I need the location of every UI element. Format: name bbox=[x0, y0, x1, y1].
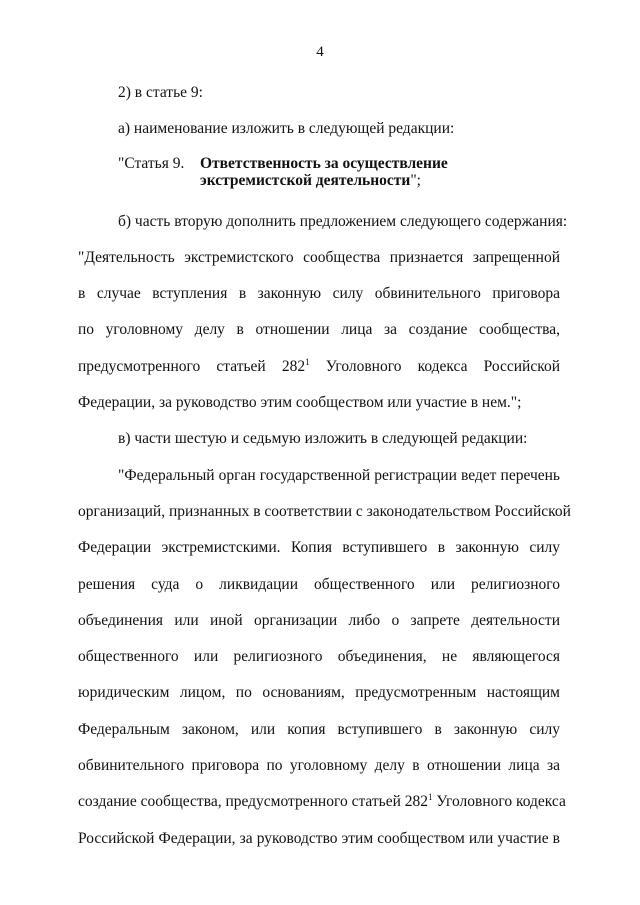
article-ref-superscript: 1 bbox=[305, 356, 310, 367]
article-heading bbox=[78, 155, 560, 205]
para-v-line-1: "Федеральный орган государственной регистрации ведет перечень bbox=[118, 466, 560, 484]
para-b-line-4 bbox=[78, 356, 560, 392]
para-v-line-10 bbox=[78, 791, 566, 827]
para-v-line-8: Федеральным законом, или копия вступившего в законную силу bbox=[78, 720, 560, 738]
article-ref-282-1 bbox=[282, 358, 310, 375]
article-label: "Статья 9. bbox=[118, 154, 185, 172]
para-b-line-1: "Деятельность экстремистского сообщества признается запрещенной bbox=[78, 248, 560, 266]
para-b-line-3: по уголовному делу в отношении лица за создание сообщества, bbox=[78, 321, 560, 339]
document-body bbox=[78, 82, 571, 864]
para-v-line-3: Федерации экстремистскими. Копия вступившего в законную силу bbox=[78, 539, 560, 557]
para-b-line-2: в случае вступления в законную силу обвинительного приговора bbox=[78, 285, 560, 303]
article-ref-number-second: 282 bbox=[404, 793, 429, 811]
article-title-suffix: "; bbox=[410, 171, 421, 189]
para-v-line-6: общественного или религиозного объединения, не являющегося bbox=[78, 648, 560, 666]
page-number: 4 bbox=[316, 44, 324, 60]
para-v-line-7: юридическим лицом, по основаниям, предусмотренным настоящим bbox=[78, 684, 560, 702]
para-v-line-11: Российской Федерации, за руководство этим сообществом или участие в bbox=[78, 829, 560, 847]
article-ref-superscript-second: 1 bbox=[428, 792, 433, 803]
article-ref-number: 282 bbox=[281, 357, 306, 375]
subpoint-a: а) наименование изложить в следующей редакции: bbox=[118, 120, 455, 138]
para-b-line-4-end: Уголовного кодекса Российской bbox=[325, 357, 561, 375]
para-v-line-5: объединения или иной организации либо о запрете деятельности bbox=[78, 611, 560, 629]
para-v-line-10-start: создание сообщества, предусмотренного статьей bbox=[78, 793, 401, 811]
subpoint-b: б) часть вторую дополнить предложением следующего содержания: bbox=[118, 212, 568, 230]
article-title bbox=[200, 155, 560, 205]
para-v-line-9: обвинительного приговора по уголовному делу в отношении лица за bbox=[78, 757, 560, 775]
para-b-line-4-start: предусмотренного статьей bbox=[78, 357, 266, 375]
para-b-line-5: Федерации, за руководство этим сообществом или участие в нем."; bbox=[78, 394, 522, 412]
article-title-text: Ответственность за осуществление экстремистской деятельности bbox=[200, 154, 448, 189]
para-v-line-10-end: Уголовного кодекса bbox=[436, 793, 566, 811]
subpoint-v: в) части шестую и седьмую изложить в следующей редакции: bbox=[118, 430, 528, 448]
para-v-line-4: решения суда о ликвидации общественного или религиозного bbox=[78, 575, 560, 593]
para-v-line-2: организаций, признанных в соответствии с законодательством Российской bbox=[78, 502, 571, 520]
point-2: 2) в статье 9: bbox=[118, 84, 203, 101]
article-ref-282-1-second bbox=[405, 793, 433, 810]
